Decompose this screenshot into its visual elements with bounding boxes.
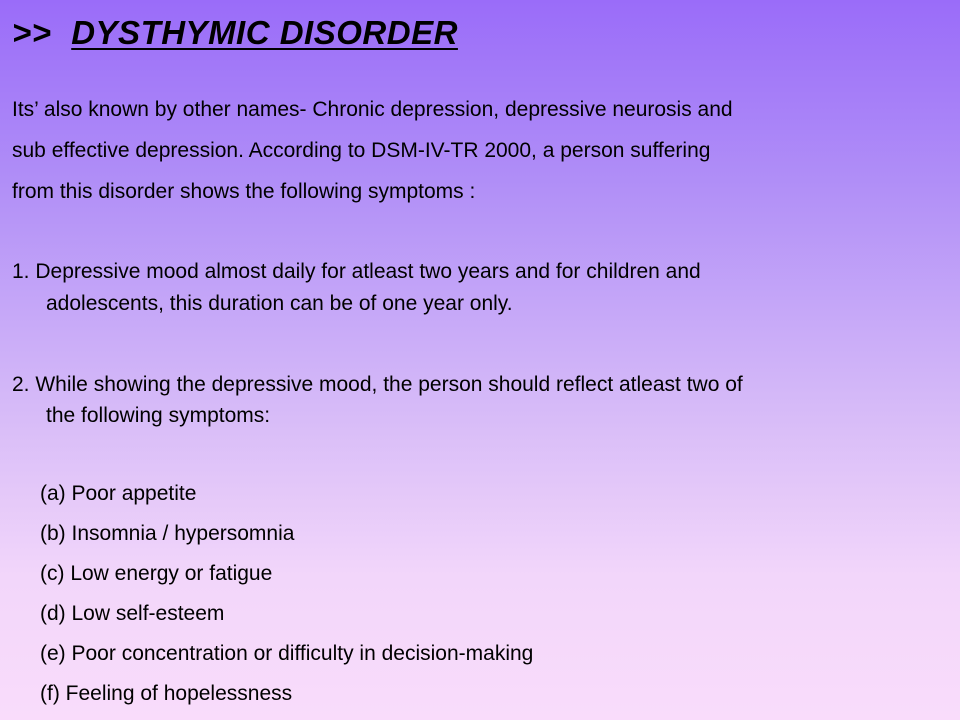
intro-line: Its’ also known by other names- Chronic depression, depressive neurosis and xyxy=(12,98,733,121)
title-prefix: >> xyxy=(12,14,52,51)
symptom-item: (b) Insomnia / hypersomnia xyxy=(40,522,295,545)
criterion-1-line1: 1. Depressive mood almost daily for atleast two years and for children and xyxy=(12,260,701,283)
intro-line: sub effective depression. According to DSM-IV-TR 2000, a person suffering xyxy=(12,139,711,162)
title-heading: DYSTHYMIC DISORDER xyxy=(71,14,458,51)
symptom-item: (a) Poor appetite xyxy=(40,482,197,505)
criterion-2-line2: the following symptoms: xyxy=(46,404,271,427)
symptom-item: (d) Low self-esteem xyxy=(40,602,225,625)
criterion-2-line1: 2. While showing the depressive mood, the person should reflect atleast two of xyxy=(12,373,743,396)
symptom-item: (f) Feeling of hopelessness xyxy=(40,682,293,705)
criterion-1-line2: adolescents, this duration can be of one year only. xyxy=(46,292,513,315)
slide-title xyxy=(12,14,458,52)
intro-line: from this disorder shows the following symptoms : xyxy=(12,180,476,203)
symptom-item: (c) Low energy or fatigue xyxy=(40,562,273,585)
symptom-item: (e) Poor concentration or difficulty in decision-making xyxy=(40,642,534,665)
